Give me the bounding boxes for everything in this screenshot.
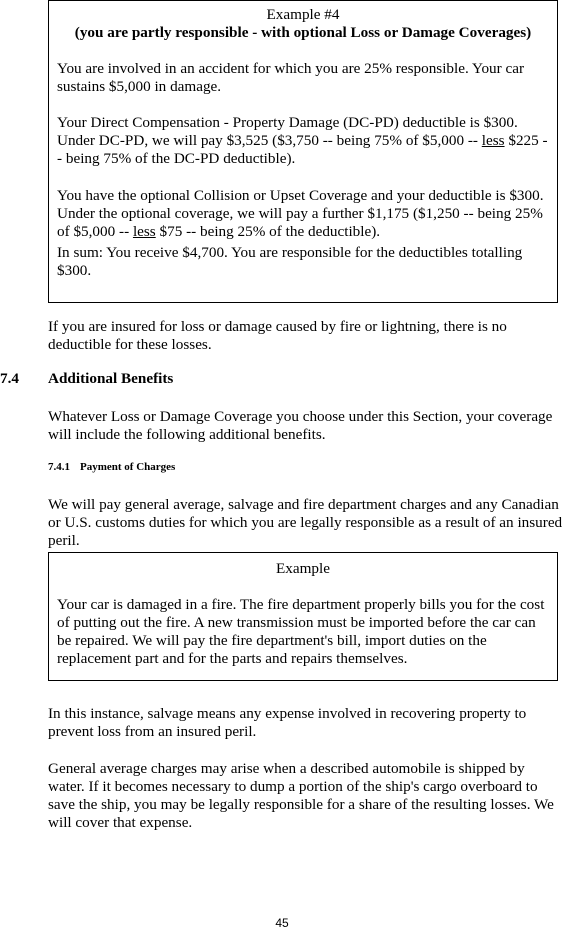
subsection-title: Payment of Charges: [80, 461, 176, 473]
example-title: Example: [276, 560, 330, 577]
example-4-paragraph-4: In sum: You receive $4,700. You are responsible for the deductibles totalling $300.: [57, 244, 523, 279]
section-number: 7.4: [0, 370, 19, 387]
example-4-paragraph-3-text-end: $75 -- being 25% of the deductible).: [155, 223, 381, 240]
less-underlined: less: [132, 223, 156, 240]
example-4-subtitle: (you are partly responsible - with optional Loss or Damage Coverages): [74, 24, 532, 41]
section-intro: Whatever Loss or Damage Coverage you choose under this Section, your coverage will include the following additional benefits.: [48, 408, 553, 443]
fire-note: If you are insured for loss or damage caused by fire or lightning, there is no deductible for these losses.: [48, 318, 507, 353]
example-4-paragraph-3: [57, 187, 549, 241]
salvage-definition: In this instance, salvage means any expense involved in recovering property to prevent loss from an insured peril.: [48, 705, 527, 740]
example-4-box: [48, 0, 558, 303]
subsection-number: 7.4.1: [48, 461, 70, 473]
subsection-text: We will pay general average, salvage and fire department charges and any Canadian or U.S. customs duties for which you are legally responsible as a result of an insured peril.: [48, 496, 563, 549]
page-number: 45: [275, 916, 289, 930]
section-title: Additional Benefits: [48, 370, 174, 387]
example-4-paragraph-3-text: You have the optional Collision or Upset Coverage and your deductible is $300. Under the optional coverage, we will pay a further $1,175 ($1,250 -- being 25% of $5,000 --: [57, 187, 544, 240]
example-4-paragraph-1: You are involved in an accident for which you are 25% responsible. Your car sustains $5,000 in damage.: [57, 60, 525, 95]
example-4-paragraph-2-text: Your Direct Compensation - Property Damage (DC-PD) deductible is $300. Under DC-PD, we will pay $3,525 ($3,750 -- being 75% of $5,000 --: [57, 114, 518, 149]
less-underlined: less: [481, 132, 505, 149]
example-box: [48, 552, 558, 681]
example-4-paragraph-2: [57, 114, 549, 168]
example-4-paragraph-2-text-end: $225 -- being 75% of the DC-PD deductible).: [57, 132, 548, 167]
example-text: Your car is damaged in a fire. The fire department properly bills you for the cost of putting out the fire. A new transmission must be imported before the car can be repaired. We will pay the fire department's bill, import duties on the replacement part and for the parts and repairs themselves.: [57, 596, 545, 667]
general-average-explanation: General average charges may arise when a described automobile is shipped by water. If it becomes necessary to dump a portion of the ship's cargo overboard to save the ship, you may be legally responsible for a share of the resulting losses. We will cover that expense.: [48, 760, 554, 831]
example-4-title: Example #4: [266, 6, 340, 23]
